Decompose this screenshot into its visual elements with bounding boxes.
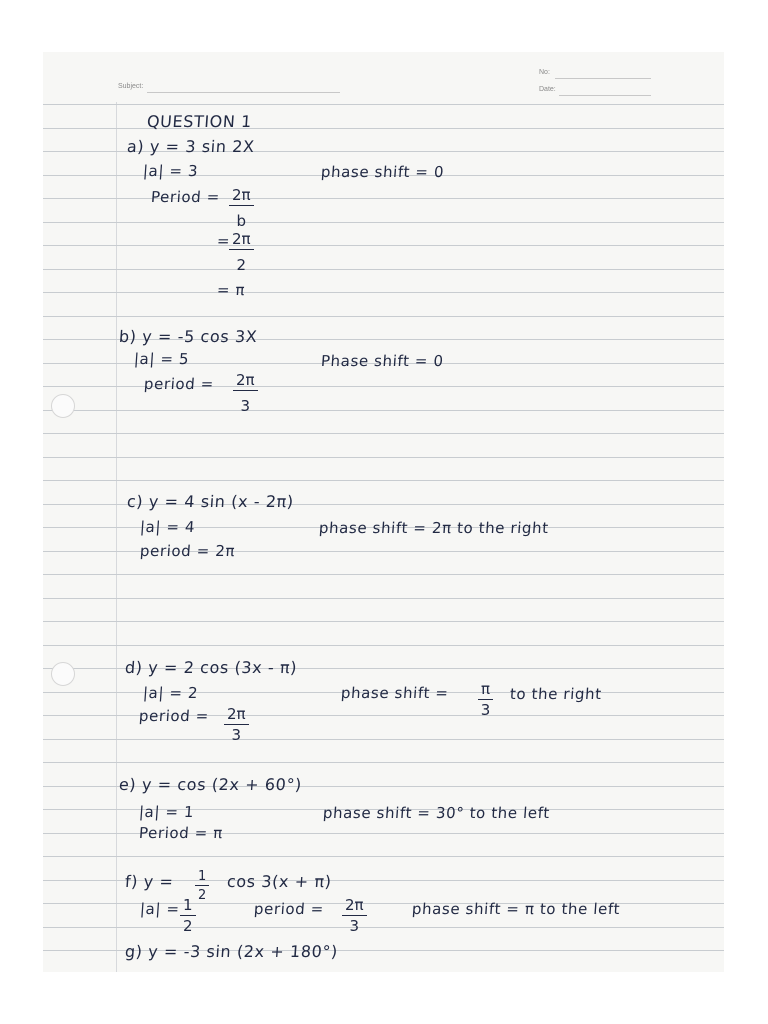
fraction-numerator: 2π	[229, 232, 254, 250]
part-f-period-label: period =	[253, 900, 325, 918]
margin-line	[116, 102, 117, 972]
fraction-denominator: b	[236, 212, 247, 230]
ruled-line	[43, 480, 724, 481]
part-d-phase-shift-fraction	[478, 682, 493, 718]
part-d-phase-shift-direction: to the right	[509, 685, 603, 703]
fraction-numerator: 2π	[233, 373, 258, 391]
ruled-line	[43, 621, 724, 622]
part-a-equation: a) y = 3 sin 2X	[126, 137, 256, 156]
fraction-numerator: π	[478, 682, 493, 700]
ruled-line	[43, 410, 724, 411]
fraction-denominator: 2	[198, 888, 207, 903]
fraction-numerator: 2π	[224, 707, 249, 725]
part-a-step2-prefix: =	[216, 232, 231, 250]
subject-label: Subject:	[118, 83, 144, 90]
subject-underline	[147, 92, 340, 93]
part-e-amplitude: |a| = 1	[138, 803, 195, 821]
part-f-amplitude-label: |a| =	[139, 900, 181, 918]
ruled-line	[43, 645, 724, 646]
part-d-phase-shift-label: phase shift =	[340, 684, 450, 702]
ruled-line	[43, 457, 724, 458]
part-a-step3: = π	[216, 281, 246, 299]
punch-hole	[51, 394, 75, 418]
part-b-period-label: period =	[143, 375, 215, 393]
no-label: No:	[539, 69, 550, 76]
date-label: Date:	[539, 86, 556, 93]
ruled-line	[43, 739, 724, 740]
part-a-period-fraction	[229, 188, 254, 229]
part-b-period-fraction	[233, 373, 258, 414]
part-a-amplitude: |a| = 3	[142, 162, 199, 180]
part-d-amplitude: |a| = 2	[142, 684, 199, 702]
ruled-line	[43, 245, 724, 246]
part-b-amplitude: |a| = 5	[133, 350, 190, 368]
ruled-line	[43, 269, 724, 270]
ruled-line	[43, 222, 724, 223]
part-d-period-label: period =	[138, 707, 210, 725]
fraction-denominator: 3	[349, 917, 360, 935]
fraction-numerator: 1	[180, 898, 196, 916]
part-f-eq-suffix: cos 3(x + π)	[226, 872, 333, 891]
part-f-eq-prefix: f) y =	[124, 872, 175, 891]
fraction-numerator: 2π	[342, 898, 367, 916]
fraction-denominator: 2	[236, 256, 247, 274]
ruled-line	[43, 104, 724, 105]
ruled-line	[43, 198, 724, 199]
ruled-line	[43, 128, 724, 129]
ruled-line	[43, 762, 724, 763]
part-d-period-fraction	[224, 707, 249, 743]
part-g-equation: g) y = -3 sin (2x + 180°)	[124, 942, 339, 961]
ruled-line	[43, 856, 724, 857]
fraction-numerator: 1	[195, 870, 209, 886]
ruled-line	[43, 292, 724, 293]
fraction-denominator: 3	[240, 397, 251, 415]
part-c-equation: c) y = 4 sin (x - 2π)	[126, 492, 295, 511]
part-c-phase-shift: phase shift = 2π to the right	[318, 519, 550, 537]
part-f-coefficient-fraction	[195, 870, 209, 902]
ruled-line	[43, 598, 724, 599]
part-e-equation: e) y = cos (2x + 60°)	[118, 775, 303, 794]
part-e-period: Period = π	[138, 824, 224, 842]
part-e-phase-shift: phase shift = 30° to the left	[322, 804, 551, 822]
ruled-line	[43, 927, 724, 928]
part-d-equation: d) y = 2 cos (3x - π)	[124, 658, 298, 677]
ruled-line	[43, 433, 724, 434]
part-a-period-label: Period =	[150, 188, 221, 206]
part-b-phase-shift: Phase shift = 0	[320, 352, 445, 370]
no-underline	[555, 78, 651, 79]
ruled-line	[43, 316, 724, 317]
part-a-step2-fraction	[229, 232, 254, 273]
fraction-denominator: 3	[231, 726, 242, 744]
part-c-period: period = 2π	[139, 542, 236, 560]
question-title: QUESTION 1	[146, 112, 253, 131]
fraction-numerator: 2π	[229, 188, 254, 206]
part-f-phase-shift: phase shift = π to the left	[411, 900, 621, 918]
notebook-page	[43, 52, 724, 972]
part-b-equation: b) y = -5 cos 3X	[118, 327, 258, 346]
part-f-amplitude-fraction	[180, 898, 196, 934]
date-underline	[559, 95, 651, 96]
part-f-period-fraction	[342, 898, 367, 934]
punch-hole	[51, 662, 75, 686]
part-a-phase-shift: phase shift = 0	[320, 163, 445, 181]
ruled-line	[43, 574, 724, 575]
fraction-denominator: 2	[183, 917, 193, 935]
fraction-denominator: 3	[480, 701, 491, 719]
part-c-amplitude: |a| = 4	[139, 518, 196, 536]
